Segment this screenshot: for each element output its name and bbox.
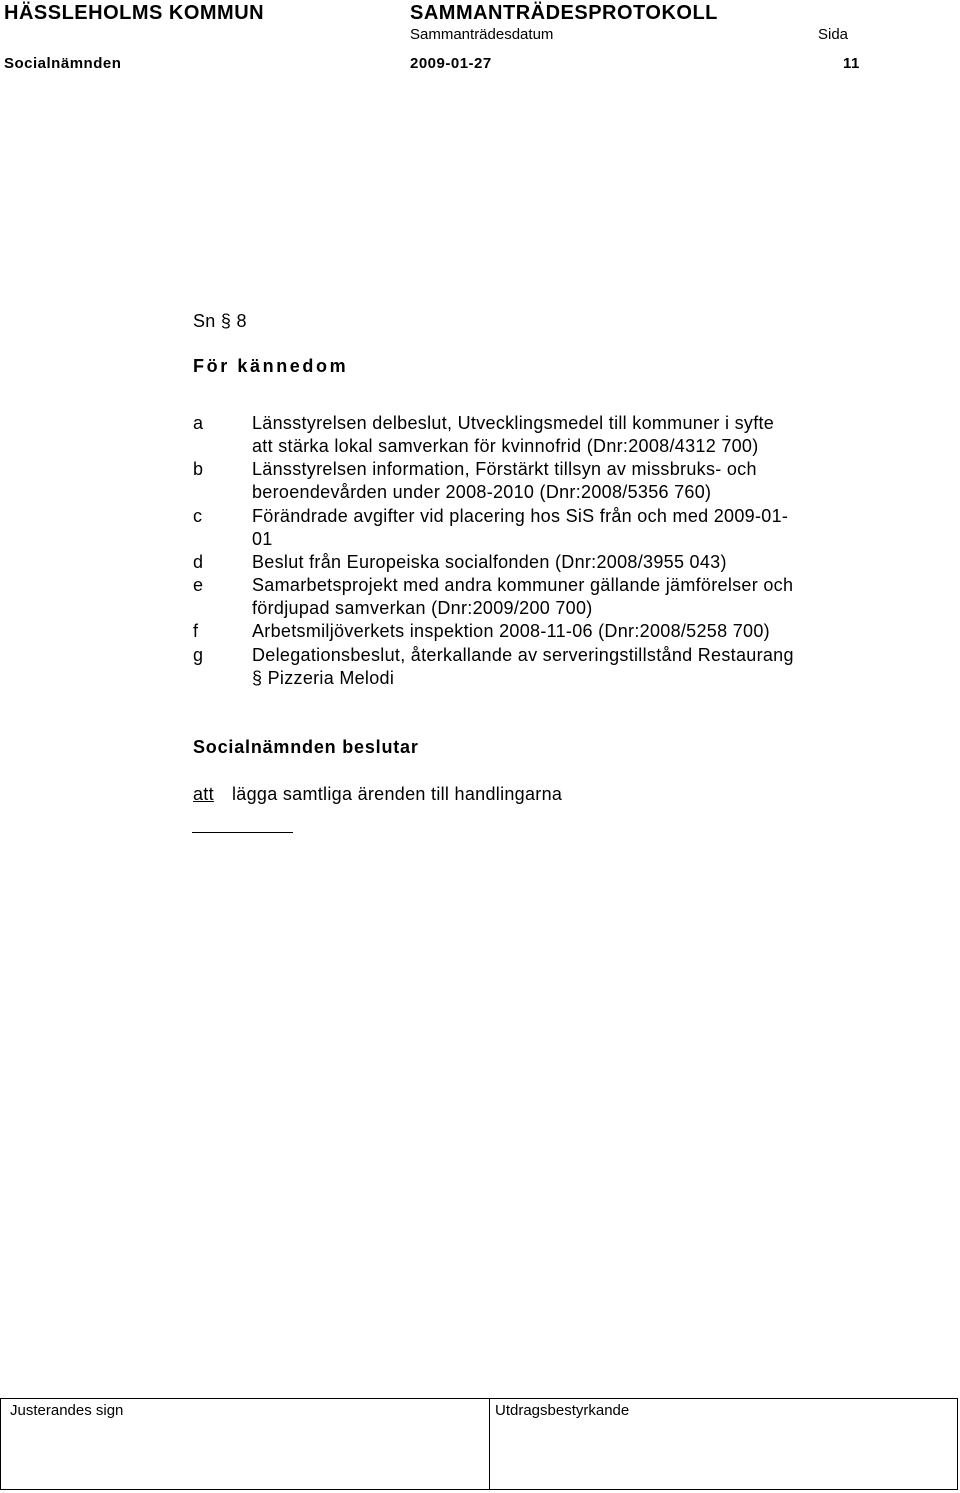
item-text-line: fördjupad samverkan (Dnr:2009/200 700) bbox=[252, 598, 593, 618]
item-text-line: beroendevården under 2008-2010 (Dnr:2008/5356 760) bbox=[252, 482, 712, 502]
item-letter: e bbox=[193, 575, 204, 595]
item-letter: a bbox=[193, 413, 204, 433]
decision-title: Socialnämnden beslutar bbox=[193, 737, 419, 757]
decision-text: lägga samtliga ärenden till handlingarna bbox=[232, 784, 563, 804]
section-title: För kännedom bbox=[193, 356, 349, 376]
footer-left-label: Justerandes sign bbox=[10, 1402, 124, 1419]
closing-rule bbox=[192, 832, 293, 833]
item-letter: c bbox=[193, 506, 202, 526]
item-letter: b bbox=[193, 459, 204, 479]
decision-att-keyword: att bbox=[193, 784, 214, 804]
item-text-line: Förändrade avgifter vid placering hos SiS från och med 2009-01- bbox=[252, 506, 789, 526]
paragraph-reference: Sn § 8 bbox=[193, 311, 247, 331]
item-text-line: Länsstyrelsen delbeslut, Utvecklingsmedel till kommuner i syfte bbox=[252, 413, 775, 433]
item-text-line: Samarbetsprojekt med andra kommuner gällande jämförelser och bbox=[252, 575, 794, 595]
item-text-line: Delegationsbeslut, återkallande av serveringstillstånd Restaurang bbox=[252, 645, 794, 665]
page-number: 11 bbox=[843, 55, 860, 72]
municipality-name: HÄSSLEHOLMS KOMMUN bbox=[4, 2, 265, 24]
committee-name: Socialnämnden bbox=[4, 55, 122, 72]
item-letter: f bbox=[193, 621, 199, 641]
item-text-line: Beslut från Europeiska socialfonden (Dnr:2008/3955 043) bbox=[252, 552, 727, 572]
footer-right-label: Utdragsbestyrkande bbox=[495, 1402, 630, 1419]
item-letter: g bbox=[193, 645, 204, 665]
item-text-line: att stärka lokal samverkan för kvinnofrid (Dnr:2008/4312 700) bbox=[252, 436, 759, 456]
item-text-line: Länsstyrelsen information, Förstärkt tillsyn av missbruks- och bbox=[252, 459, 757, 479]
page-label: Sida bbox=[818, 26, 849, 43]
item-text-line: § Pizzeria Melodi bbox=[252, 668, 395, 688]
item-text-line: Arbetsmiljöverkets inspektion 2008-11-06 (Dnr:2008/5258 700) bbox=[252, 621, 770, 641]
item-letter: d bbox=[193, 552, 204, 572]
footer-divider bbox=[489, 1399, 490, 1489]
footer-signature-box bbox=[0, 1398, 958, 1490]
item-text-line: 01 bbox=[252, 529, 273, 549]
document-type: SAMMANTRÄDESPROTOKOLL bbox=[410, 2, 718, 24]
date-label: Sammanträdesdatum bbox=[410, 26, 554, 43]
meeting-date: 2009-01-27 bbox=[410, 55, 492, 72]
